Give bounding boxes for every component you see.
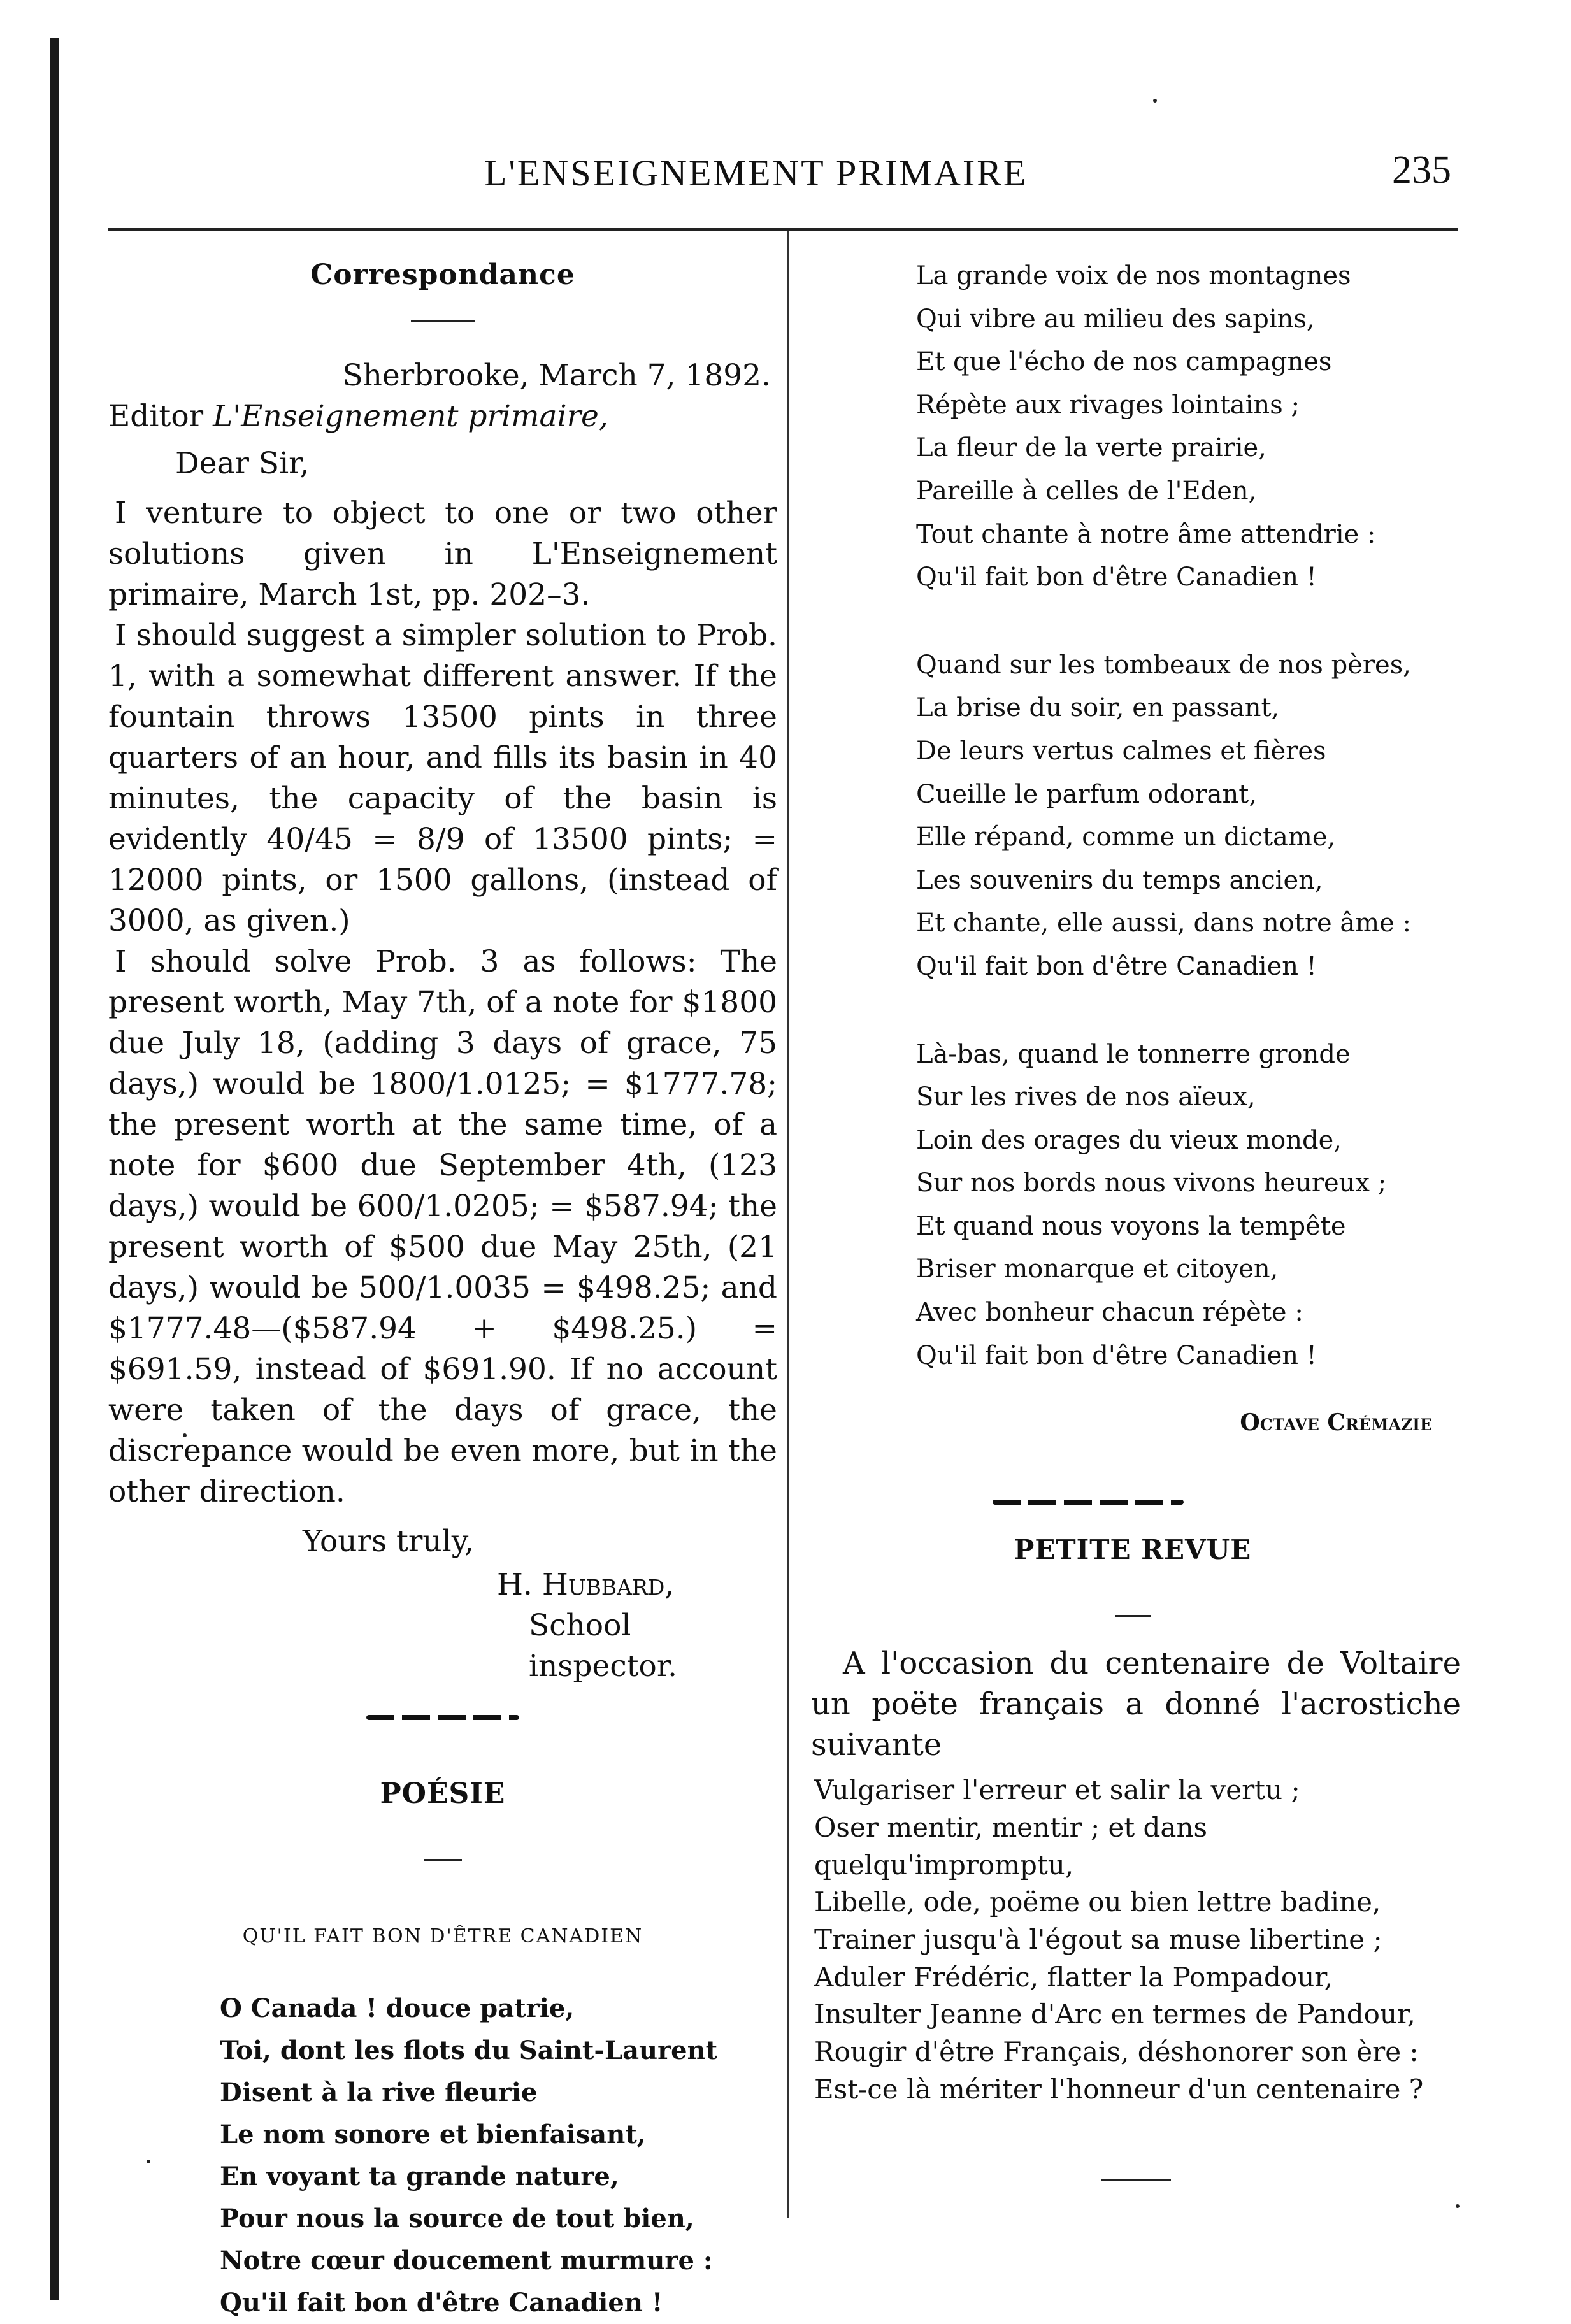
poem-line: La fleur de la verte prairie, bbox=[916, 433, 1266, 463]
revue-intro: A l'occasion du centenaire de Voltaire un poëte français a donné l'acrostiche suivante bbox=[811, 1646, 1461, 1763]
correspondance-title: Correspondance bbox=[310, 259, 575, 291]
section-ornament bbox=[366, 1715, 519, 1720]
acrostic-line: Est-ce là mériter l'honneur d'un centenaire ? bbox=[814, 2073, 1424, 2105]
section-dash bbox=[411, 320, 475, 322]
poem-line: La brise du soir, en passant, bbox=[916, 693, 1280, 723]
poem-line: Sur nos bords nous vivons heureux ; bbox=[916, 1168, 1387, 1198]
acrostic-line: Trainer jusqu'à l'égout sa muse libertine ; bbox=[814, 1924, 1382, 1956]
letter-paragraph: I venture to object to one or two other solutions given in L'Enseignement primaire, March 1st, pp. 202–3. bbox=[108, 496, 777, 612]
ink-speck bbox=[1456, 2204, 1460, 2208]
letter-addressee bbox=[108, 396, 777, 437]
poem-line: Les souvenirs du temps ancien, bbox=[916, 865, 1323, 895]
page-number: 235 bbox=[1392, 148, 1451, 192]
poem-line: De leurs vertus calmes et fières bbox=[916, 736, 1326, 766]
section-ornament bbox=[993, 1500, 1184, 1505]
column-divider bbox=[787, 231, 789, 2218]
poem-line: Tout chante à notre âme attendrie : bbox=[916, 519, 1376, 549]
poem-line: Elle répand, comme un dictame, bbox=[916, 822, 1336, 852]
poem-line: En voyant ta grande nature, bbox=[220, 2162, 619, 2191]
right-column bbox=[801, 255, 1464, 2181]
poem-line: Disent à la rive fleurie bbox=[220, 2077, 538, 2107]
poem-line: Répète aux rivages lointains ; bbox=[916, 390, 1300, 420]
poem-line: Qu'il fait bon d'être Canadien ! bbox=[916, 951, 1317, 981]
running-header-title: L'ENSEIGNEMENT PRIMAIRE bbox=[484, 152, 1028, 194]
letter-paragraph: I should suggest a simpler solution to Prob. 1, with a somewhat different answer. If the fountain throws 13500 pints in three quarters of an hour, and fills its basin in 40 minutes, the capacity of the basin is evidently 40/45 = 8/9 of 13500 pints; = 12000 pints, or 1500 gallons, (instead of 3000, as given.) bbox=[108, 618, 777, 938]
letter-closing: Yours truly, bbox=[303, 1524, 474, 1559]
poesie-title: POÉSIE bbox=[380, 1777, 506, 1810]
letter-paragraph: I should solve Prob. 3 as follows: The present worth, May 7th, of a note for $1800 due July 18, (adding 3 days of grace, 75 days,) would be 1800/1.0125; = $1777.78; the present worth at the same time, of a note for $600 due September 4th, (123 days,) would be 600/1.0205; = $587.94; the present worth of $500 due May 25th, (21 days,) would be 500/1.0035 = $498.25; and $1777.48—($587.94 + $498.25.) = $691.59, instead of $691.90. If no account were taken of the days of grace, the discrepance would be even more, but in the other direction. bbox=[108, 944, 777, 1509]
addressee-prefix: Editor bbox=[108, 399, 213, 434]
section-dash bbox=[424, 1859, 462, 1861]
poem-line: O Canada ! douce patrie, bbox=[220, 1993, 575, 2023]
poem-line: Sur les rives de nos aïeux, bbox=[916, 1082, 1256, 1112]
letter-signer: H. Hubbard, bbox=[497, 1567, 675, 1602]
poem-author: Octave Crémazie bbox=[1240, 1409, 1432, 1437]
header-rule bbox=[108, 228, 1458, 231]
left-column bbox=[108, 255, 777, 2324]
letter-salutation: Dear Sir, bbox=[175, 446, 310, 481]
ink-speck bbox=[1153, 99, 1157, 103]
petite-revue-title: PETITE REVUE bbox=[1014, 1534, 1252, 1566]
poem-line: Et quand nous voyons la tempête bbox=[916, 1211, 1346, 1241]
poem-line: Qu'il fait bon d'être Canadien ! bbox=[220, 2288, 663, 2318]
poem-subtitle: QU'IL FAIT BON D'ÊTRE CANADIEN bbox=[242, 1925, 643, 1947]
poem-line: Toi, dont les flots du Saint-Laurent bbox=[220, 2035, 718, 2065]
section-dash bbox=[1101, 2179, 1171, 2181]
poem-line: Qu'il fait bon d'être Canadien ! bbox=[916, 1340, 1317, 1370]
addressee-journal: L'Enseignement primaire, bbox=[213, 399, 608, 434]
poem-line: Et que l'écho de nos campagnes bbox=[916, 347, 1332, 377]
acrostic-line: Oser mentir, mentir ; et dans quelqu'impromptu, bbox=[814, 1811, 1208, 1881]
letter-signer-role: School inspector. bbox=[529, 1608, 678, 1684]
poem-line: Loin des orages du vieux monde, bbox=[916, 1125, 1342, 1155]
letter-date: Sherbrooke, March 7, 1892. bbox=[342, 358, 771, 393]
poem-line: Et chante, elle aussi, dans notre âme : bbox=[916, 908, 1411, 938]
poem-line: Cueille le parfum odorant, bbox=[916, 779, 1258, 809]
acrostic-line: Libelle, ode, poëme ou bien lettre badine, bbox=[814, 1886, 1381, 1918]
acrostic-line: Insulter Jeanne d'Arc en termes de Pandour, bbox=[814, 1998, 1416, 2030]
poem-line: La grande voix de nos montagnes bbox=[916, 261, 1351, 290]
page-binding-edge bbox=[50, 38, 59, 2300]
poem-line: Briser monarque et citoyen, bbox=[916, 1254, 1279, 1284]
poem-line: Notre cœur doucement murmure : bbox=[220, 2246, 713, 2276]
poem-line: Là-bas, quand le tonnerre gronde bbox=[916, 1039, 1351, 1069]
poem-line: Pareille à celles de l'Eden, bbox=[916, 476, 1257, 506]
acrostic-line: Vulgariser l'erreur et salir la vertu ; bbox=[814, 1774, 1300, 1806]
poem-line: Quand sur les tombeaux de nos pères, bbox=[916, 650, 1411, 680]
acrostic-line: Aduler Frédéric, flatter la Pompadour, bbox=[814, 1961, 1333, 1993]
poem-line: Qui vibre au milieu des sapins, bbox=[916, 304, 1315, 334]
section-dash bbox=[1115, 1615, 1151, 1617]
acrostic-line: Rougir d'être Français, déshonorer son ère : bbox=[814, 2036, 1419, 2068]
poem-line: Pour nous la source de tout bien, bbox=[220, 2204, 694, 2234]
poem-line: Avec bonheur chacun répète : bbox=[916, 1298, 1303, 1328]
poem-line: Le nom sonore et bienfaisant, bbox=[220, 2120, 646, 2149]
poem-line: Qu'il fait bon d'être Canadien ! bbox=[916, 563, 1317, 592]
